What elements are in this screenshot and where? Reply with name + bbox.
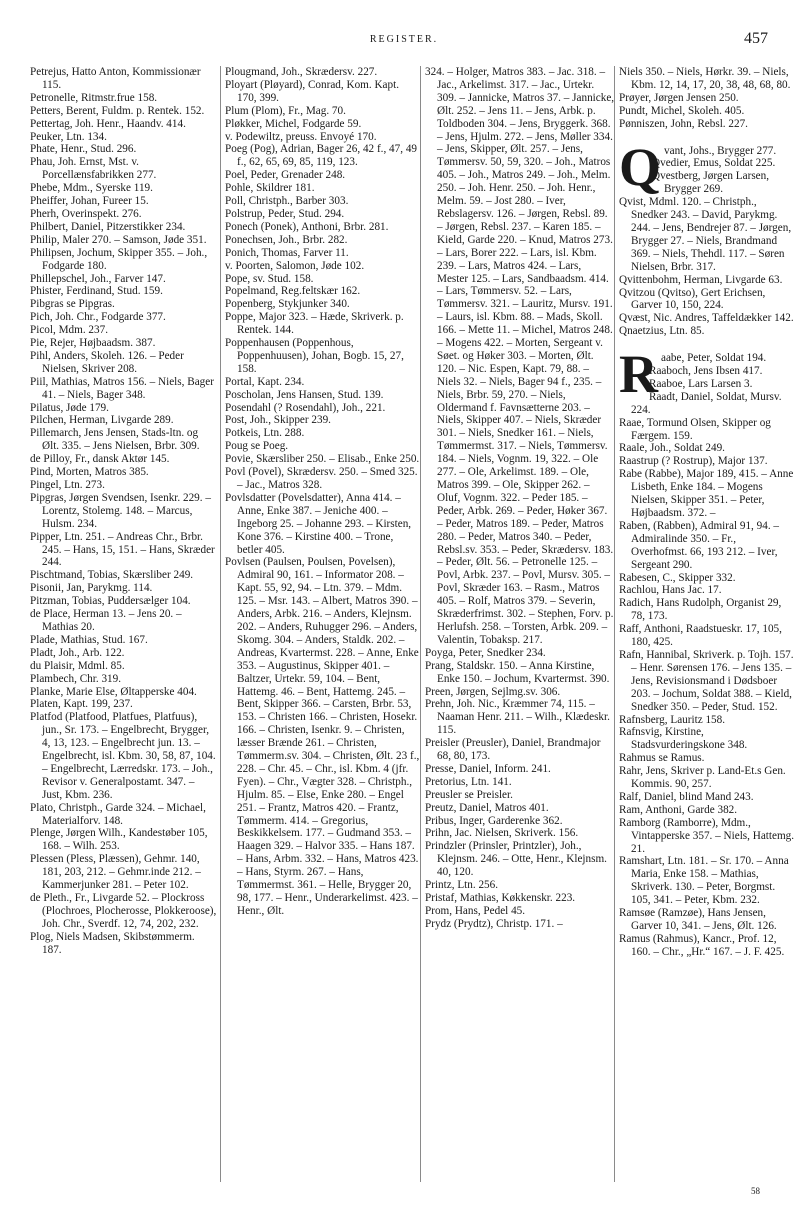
index-entry: v. Podewiltz, preuss. Envoyé 170. [225,130,377,143]
index-entry: Raff, Anthoni, Raadstueskr. 17, 105, 180, 425. [619,623,782,649]
index-entry: Pristaf, Mathias, Køkkenskr. 223. [425,892,576,904]
index-entry: Preisler (Preusler), Daniel, Brandmajor 68, 80, 173. [425,737,601,763]
index-column-1 [30,66,217,1182]
index-entry: Petters, Berent, Fuldm. p. Rentek. 152. [30,104,205,117]
index-entry: Poscholan, Jens Hansen, Stud. 139. [225,388,384,401]
index-entry: Portal, Kapt. 234. [225,375,305,388]
index-entry: Prindzler (Prinsler, Printzler), Joh., Klejnsm. 246. – Otte, Henr., Klejnsm. 40, 120. [425,840,607,879]
index-entry: Philip, Maler 270. – Samson, Jøde 351. [30,233,207,246]
index-entry: Raadt, Daniel, Soldat, Mursv. 224. [631,390,782,416]
index-entry: Printz, Ltn. 256. [425,879,499,892]
page-number: 457 [744,30,768,47]
index-entry: Ramus (Rahmus), Kancr., Prof. 12, 160. – Chr., „Hr.“ 167. – J. F. 425. [619,932,785,958]
index-entry: Preusler se Preisler. [425,788,513,801]
index-entry: Peuker, Ltn. 134. [30,130,107,143]
running-head: REGISTER. [369,34,439,45]
index-entry: Phister, Ferdinand, Stud. 159. [30,285,163,298]
index-entry: Prehn, Joh. Nic., Kræmmer 74, 115. – Naaman Henr. 211. – Wilh., Klædeskr. 115. [425,698,610,737]
index-column-4 [614,66,795,1182]
r-entries [619,365,795,959]
index-entry: Prydz (Prydtz), Christp. 171. – [425,917,563,930]
index-entry: Plougmand, Joh., Skrædersv. 227. [225,66,378,78]
index-entry: Rafnsberg, Lauritz 158. [619,713,726,726]
index-entry: Platfod (Platfood, Platfues, Platfuus), jun., Sr. 173. – Engelbrecht, Brygger, 4, 13, 123. – Engelbrecht jun. 13. – Engelbrecht, isl. Kbm. 30, 58, 87, 104. – Engelbrecht, Lærredskr. 173. – Joh., Revisor v. Generalpostamt. 347. – Just, Kbm. 236. [30,711,216,801]
index-entry: Qnaetzius, Ltn. 85. [619,325,705,338]
index-entry: Post, Joh., Skipper 239. [225,414,331,427]
index-entry: de Pleth., Fr., Livgarde 52. – Plockross (Plochroes, Plocherosse, Plokkeroose), Joh. Chr., Sverdf. 12, 74, 202, 232. [30,892,217,930]
index-entry: Qvestberg, Jørgen Larsen, Brygger 269. [652,170,770,196]
index-entry: Plato, Christph., Garde 324. – Michael, Materialforv. 148. [30,801,206,827]
index-entry: Pipper, Ltn. 251. – Andreas Chr., Brbr. 245. – Hans, 15, 151. – Hans, Skræder 244. [30,530,215,569]
index-entry: Pich, Joh. Chr., Fodgarde 377. [30,311,166,324]
index-entry: Qvæst, Nic. Andres, Taffeldækker 142. [619,312,794,325]
index-entry: Ponechsen, Joh., Brbr. 282. [225,233,348,246]
index-entry: Pind, Morten, Matros 385. [30,466,149,479]
index-entry: Rafn, Hannibal, Skriverk. p. Tojh. 157. – Henr. Sørensen 176. – Jens 135. – Jens, Revisionsmand i Dødsboer 203. – Jochum, Soldat 388. – Kield, Snedker 350. – Peder, Stud. 152. [619,648,794,713]
index-entry: Pherh, Overinspekt. 276. [30,207,142,220]
index-entry: Rafnsvig, Kirstine, Stadsvurderingskone 348. [619,726,748,752]
index-entry: Povie, Skærsliber 250. – Elisab., Enke 250. [225,453,420,466]
index-entry: Rabe (Rabbe), Major 189, 415. – Anne Lisbeth, Enke 184. – Mogens Nielsen, Skipper 351. – Peter, Højbaadsm. 372. – [619,468,794,519]
index-entry: Pope, sv. Stud. 158. [225,272,314,285]
index-entry: Pingel, Ltn. 273. [30,479,105,491]
index-entry: Pie, Rejer, Højbaadsm. 387. [30,337,156,350]
index-entry: Qvedier, Emus, Soldat 225. [652,157,776,170]
index-entry: Phau, Joh. Ernst, Mst. v. Porcellænsfabrikken 277. [30,156,157,182]
index-entry: Posendahl (? Rosendahl), Joh., 221. [225,401,386,414]
index-entry: Pipgras, Jørgen Svendsen, Isenkr. 229. – Lorentz, Stolemg. 148. – Marcus, Hulsm. 234. [30,491,211,530]
index-entry: Qvittenbohm, Herman, Livgarde 63. [619,273,783,286]
index-column-3 [420,66,615,1182]
index-entry: Qvitzou (Qvitso), Gert Erichsen, Garver 10, 150, 224. [619,286,766,312]
index-entry: Piil, Mathias, Matros 156. – Niels, Bager 41. – Niels, Bager 348. [30,375,214,401]
index-entry: Preutz, Daniel, Matros 401. [425,801,549,814]
index-entry: Povlsen (Paulsen, Poulsen, Povelsen), Admiral 90, 161. – Informator 208. – Kapt. 55, 92, 94. – Ltn. 379. – Mdm. 125. – Msr. 143. – Albert, Matros 390. – Anders, Arbk. 216. – Anders, Klejnsm. 202. – Anders, Ruhugger 296. – Anders, Skomg. 304. – Anders, Staldk. 202. – Andreas, Kvartermst. 228. – Anne, Enke 353. – Augustinus, Skipper 401. – Baltzer, Urtekr. 59, 104. – Bent, Hattemg. 46. – Bent, Hattemg. 245. – Bent, Skipper 366. – Carsten, Brbr. 53, 153. – Christen 166. – Christen, Hosekr. 166. – Christen, Isenkr. 9. – Christen, læsser Brænde 261. – Christen, Tømmerm.sv. 304. – Christen, Ølt. 23 f., 228. – Chr. 45. – Chr., isl. Kbm. 4 (jfr. Fyen). – Chr., Vægter 328. – Christph., Hjulm. 85. – Else, Enke 280. – Engel 251. – Frantz, Matros 420. – Frantz, Tømmerm. 414. – Gregorius, Beskikkelsem. 177. – Gudmand 353. – Haagen 329. – Halvor 335. – Hans 187. – Hans, Arbm. 332. – Hans, Matros 423. – Hans, Styrm. 267. – Hans, Tømmermst. 361. – Helle, Brygger 20, 98, 177. – Henr., Underarkelimst. 423. – Henr., Ølt. [225,556,420,917]
index-entry: Prom, Hans, Pedel 45. [425,904,526,917]
footer-signature: 58 [751,1186,760,1196]
index-entry: Poll, Christph., Barber 303. [225,195,349,208]
index-entry: Plenge, Jørgen Wilh., Kandestøber 105, 168. – Wilh. 253. [30,827,208,853]
index-entry: Raae, Tormund Olsen, Skipper og Færgem. 159. [619,416,771,442]
index-entry: 324. – Holger, Matros 383. – Jac. 318. – Jac., Arkelimst. 317. – Jac., Urtekr. 309. – Jannicke, Matros 37. – Jannicke, Ølt. 252. – Jens 11. – Jens, Arbk. p. Toldboden 304. – Jens, Bryggerk. 368. – Jens, Hjulm. 272. – Jens, Møller 334. – Jens, Skipper, Ølt. 257. – Jens, Tømmersv. 50, 59, 320. – Joh., Matros 405. – Joh., Matros 249. – Joh., Melm. 250. – Joh. Henr. 250. – Joh. Henr., Melm. 59. – Jost 280. – Iver, Rebslagersv. 126. – Jørgen, Rebsl. 89. – Jørgen, Rebsl. 237. – Karen 185. – Kield, Garde 220. – Knud, Matros 273. – Lars, Borer 222. – Lars, isl. Kbm. 239. – Lars, Matros 424. – Lars, Mester 125. – Lars, Sandbaadsm. 414. – Lars, Tømmersv. 52. – Lars, Tømmersv. 321. – Lauritz, Mursv. 191. – Laurs, isl. Kbm. 88. – Mads, Skoll. 166. – Mette 11. – Michel, Matros 248. – Mogens 422. – Morten, Sergeant v. Søet. og Høker 303. – Morten, Ølt. 120. – Nic. Espen, Kapt. 79, 88. – Niels 32. – Niels, Bager 94 f., 235. – Niels, Brbr. 59, 270. – Niels, Oldermand f. Favnsætterne 203. – Niels, Skipper 407. – Niels, Skræder 301. – Niels, Snedker 161. – Niels, Tømmermst. 317. – Niels, Tømmersv. 184. – Niels, Vognm. 19, 322. – Ole 277. – Ole, Arkelimst. 189. – Ole, Matros 399. – Ole, Skipper 262. – Oluf, Vognm. 322. – Peder 185. – Peder, Arbk. 269. – Peder, Høker 367. – Peder, Matros 189. – Peder, Matros 280. – Peder, Matros 340. – Peder, Rebsl.sv. 353. – Peder, Skrædersv. 183. – Peder, Ølt. 56. – Petronelle 125. – Povl, Arbk. 237. – Povl, Mursv. 305. – Povl, Skræder 163. – Rasm., Matros 405. – Rolf, Matros 379. – Severin, Skræderfrimst. 302. – Stephen, Forv. p. Herlufsh. 258. – Torsten, Arbk. 209. – Valentin, Tobaksp. 217. [425,66,615,646]
index-entry: Rahr, Jens, Skriver p. Land-Et.s Gen. Kommis. 90, 257. [619,765,786,791]
index-entry: Raaboch, Jens Ibsen 417. [649,365,763,378]
index-entry: Ponech (Ponek), Anthoni, Brbr. 281. [225,220,389,233]
index-entry: Prøyer, Jørgen Jensen 250. [619,91,739,104]
index-entry: Prihn, Jac. Nielsen, Skriverk. 156. [425,827,579,840]
index-entry: Pløkker, Michel, Fodgarde 59. [225,117,362,130]
index-entry: de Pilloy, Fr., dansk Aktør 145. [30,453,170,466]
index-entry: Ployart (Pløyard), Conrad, Kom. Kapt. 170, 399. [225,78,400,104]
index-entry: Ram, Anthoni, Garde 382. [619,803,738,816]
index-entry: Popelmand, Reg.feltskær 162. [225,285,361,298]
index-entry: Ramshart, Ltn. 181. – Sr. 170. – Anna Maria, Enke 158. – Mathias, Skriverk. 130. – Peter, Borgmst. 105, 341. – Peter, Kbm. 232. [619,855,789,907]
index-entry: Philbert, Daniel, Pitzerstikker 234. [30,220,186,233]
index-entry: aabe, Peter, Soldat 194. [661,352,767,365]
index-entry: Poppe, Major 323. – Hæde, Skriverk. p. Rentek. 144. [225,311,404,337]
index-entry: Pischtmand, Tobias, Skærsliber 249. [30,569,194,582]
index-entry: Pladt, Joh., Arb. 122. [30,646,125,659]
index-entry: Qvist, Mdml. 120. – Christph., Snedker 243. – David, Parykmg. 244. – Jens, Bendrejer 87. – Jørgen, Brygger 27. – Niels, Brandmand 369. – Niels, Thehdl. 117. – Søren Nielsen, Brbr. 317. [619,196,792,273]
index-entry: Raaboe, Lars Larsen 3. [649,377,753,390]
index-entry: Pillemarch, Jens Jensen, Stads-ltn. og Ølt. 335. – Jens Nielsen, Brbr. 309. [30,427,200,453]
index-entry: Presse, Daniel, Inform. 241. [425,762,551,775]
index-entry: Poppenhausen (Poppenhous, Poppenhuusen), Johan, Bogb. 15, 27, 158. [225,337,404,375]
index-entry: Raastrup (? Rostrup), Major 137. [619,455,768,468]
index-entry: Pribus, Inger, Garderenke 362. [425,814,563,827]
index-entry: Polstrup, Peder, Stud. 294. [225,207,345,220]
index-entry: Picol, Mdm. 237. [30,324,109,337]
index-entry: Ponich, Thomas, Farver 11. [225,246,349,259]
index-entry: Pihl, Anders, Skoleh. 126. – Peder Nielsen, Skriver 208. [30,349,184,375]
letter-section-q [619,136,795,339]
index-entry: Niels 350. – Niels, Hørkr. 39. – Niels, Kbm. 12, 14, 17, 20, 38, 48, 68, 80. [619,66,791,91]
dropcap-r: R [619,344,658,405]
index-entry: Pundt, Michel, Skoleh. 405. [619,104,745,117]
index-entry: Pønniszen, John, Rebsl. 227. [619,117,748,130]
index-entry: Pettertag, Joh. Henr., Haandv. 414. [30,117,186,130]
column-4-top-entries [619,66,795,131]
index-entry: Pibgras se Pipgras. [30,298,115,311]
index-columns [30,66,795,1186]
index-entry: v. Poorten, Salomon, Jøde 102. [225,259,365,272]
index-entry: Preen, Jørgen, Sejlmg.sv. 306. [425,685,561,698]
index-entry: Poeg (Pog), Adrian, Bager 26, 42 f., 47, 49 f., 62, 65, 69, 85, 119, 123. [225,143,418,169]
index-entry: Petrejus, Hatto Anton, Kommissionær 115. [30,66,201,91]
letter-section-r [619,344,795,959]
index-entry: Poyga, Peter, Snedker 234. [425,646,546,659]
index-entry: de Place, Herman 13. – Jens 20. – Mathias 20. [30,608,182,633]
index-entry: Phebe, Mdm., Syerske 119. [30,182,153,195]
index-entry: Plum (Plom), Fr., Mag. 70. [225,104,346,117]
index-entry: Rachlou, Hans Jac. 17. [619,584,722,597]
index-entry: Radich, Hans Rudolph, Organist 29, 78, 173. [619,597,782,623]
index-entry: Raale, Joh., Soldat 249. [619,442,725,455]
index-entry: Phate, Henr., Stud. 296. [30,143,137,156]
index-entry: Petronelle, Ritmstr.frue 158. [30,91,158,104]
index-entry: Pretorius, Ltn. 141. [425,775,512,788]
index-entry: Popenberg, Stykjunker 340. [225,298,350,311]
index-entry: Philipsen, Jochum, Skipper 355. – Joh., Fodgarde 180. [30,246,208,272]
index-entry: Potkeis, Ltn. 288. [225,427,305,440]
index-entry: Ralf, Daniel, blind Mand 243. [619,790,754,803]
index-entry: Poel, Peder, Grenader 248. [225,169,346,182]
index-entry: Plog, Niels Madsen, Skibstømmerm. 187. [30,930,195,956]
index-entry: Pitzman, Tobias, Puddersælger 104. [30,595,191,608]
page-header [40,30,768,50]
index-entry: Phillepschel, Joh., Farver 147. [30,272,166,285]
index-entry: Plessen (Pless, Plæssen), Gehmr. 140, 181, 203, 212. – Gehmr.inde 212. – Kammerjunker 281. – Peter 102. [30,853,201,892]
index-entry: du Plaisir, Mdml. 85. [30,659,125,672]
index-entry: Pheiffer, Johan, Fureer 15. [30,195,149,208]
index-entry: Rabesen, C., Skipper 332. [619,571,736,584]
index-entry: Prang, Staldskr. 150. – Anna Kirstine, Enke 150. – Jochum, Kvartermst. 390. [425,659,610,685]
index-entry: Plambech, Chr. 319. [30,672,122,685]
index-column-2 [220,66,421,1182]
index-entry: Planke, Marie Else, Øltapperske 404. [30,685,197,698]
index-entry: Raben, (Rabben), Admiral 91, 94. – Admiralinde 350. – Fr., Overhofmst. 66, 193 212. – Iver, Sergeant 290. [619,519,780,571]
index-entry: Pohle, Skildrer 181. [225,182,315,195]
index-entry: Pilatus, Jøde 179. [30,401,109,414]
dropcap-q: Q [619,136,662,197]
index-entry: Povlsdatter (Povelsdatter), Anna 414. – Anne, Enke 387. – Jeniche 400. – Ingeborg 25. – Johanne 293. – Kirsten, Kone 376. – Kirstine 400. – Trone, betler 405. [225,491,412,556]
index-entry: vant, Johs., Brygger 277. [664,144,777,157]
index-entry: Plade, Mathias, Stud. 167. [30,633,148,646]
index-entry: Pisonii, Jan, Parykmg. 114. [30,582,153,595]
index-entry: Povl (Povel), Skrædersv. 250. – Smed 325. – Jac., Matros 328. [225,466,418,491]
index-entry: Ramborg (Ramborre), Mdm., Vintapperske 357. – Niels, Hattemg. 21. [619,816,795,855]
index-entry: Rahmus se Ramus. [619,752,705,765]
index-entry: Ramsøe (Ramzøe), Hans Jensen, Garver 10, 341. – Jens, Ølt. 126. [619,907,777,932]
index-entry: Platen, Kapt. 199, 237. [30,698,133,711]
index-entry: Pilchen, Herman, Livgarde 289. [30,414,174,427]
index-entry: Poug se Poeg. [225,440,289,453]
